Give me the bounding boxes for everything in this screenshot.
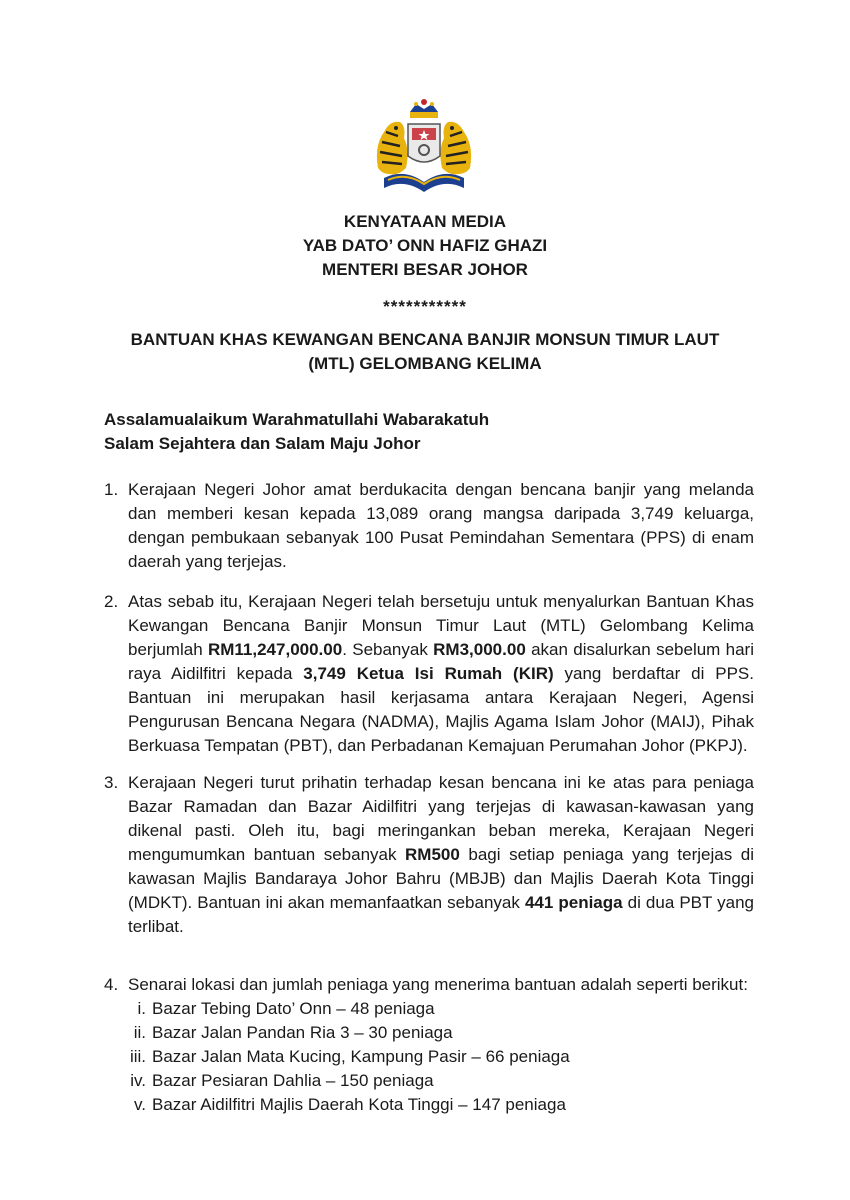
list-item-text: Bazar Jalan Pandan Ria 3 – 30 peniaga <box>152 1023 453 1042</box>
statement-header <box>0 210 850 282</box>
paragraph-text <box>128 771 754 939</box>
list-item <box>129 1045 754 1069</box>
list-item <box>130 1069 754 1093</box>
statement-title <box>0 328 850 376</box>
list-item-text: Bazar Jalan Mata Kucing, Kampung Pasir – 66 peniaga <box>152 1047 570 1066</box>
paragraph-text <box>128 590 754 758</box>
johor-state-crest-icon <box>370 98 478 194</box>
greeting <box>104 408 489 456</box>
bold-recipients: 3,749 Ketua Isi Rumah (KIR) <box>303 664 554 683</box>
list-item <box>133 1021 754 1045</box>
bazaar-list <box>104 997 754 1117</box>
paragraph-text: Kerajaan Negeri Johor amat berdukacita dengan bencana banjir yang melanda dan memberi kesan kepada 13,089 orang mangsa daripada 3,749 keluarga, dengan pembukaan sebanyak 100 Pusat Pemindahan Sementara (PPS) di enam daerah yang terjejas. <box>128 480 754 571</box>
bold-amount: RM500 <box>405 845 460 864</box>
text-run: Kerajaan Negeri turut prihatin terhadap kesan bencana ini ke atas para peniaga Bazar Ramadan dan Bazar Aidilfitri yang terjejas di kawasan-kawasan yang dikenal pasti. Oleh itu, bagi meringankan beban mereka, Kerajaan Negeri mengumumkan bantuan sebanyak <box>128 773 754 864</box>
list-item <box>134 1093 754 1117</box>
bold-amount: RM11,247,000.00 <box>207 640 343 659</box>
bold-amount: RM3,000.00 <box>433 640 526 659</box>
list-item-text: Bazar Tebing Dato’ Onn – 48 peniaga <box>152 999 435 1018</box>
list-item-text: Bazar Aidilfitri Majlis Daerah Kota Tinggi – 147 peniaga <box>152 1095 566 1114</box>
list-intro: Senarai lokasi dan jumlah peniaga yang menerima bantuan adalah seperti berikut: <box>128 975 748 994</box>
list-item <box>137 997 754 1021</box>
text-run: . Sebanyak <box>342 640 434 659</box>
list-item-text: Bazar Pesiaran Dahlia – 150 peniaga <box>152 1071 434 1090</box>
list-item-number: ii. <box>133 1023 146 1042</box>
list-item-number: v. <box>134 1095 146 1114</box>
bold-count: 441 peniaga <box>524 893 623 912</box>
paragraph-1 <box>104 478 754 574</box>
header-line-3: MENTERI BESAR JOHOR <box>322 260 528 279</box>
paragraph-2 <box>104 590 754 758</box>
text-run: yang berdaftar di PPS. Bantuan ini merupakan hasil kerjasama antara Kerajaan Negeri, Agensi Pengurusan Bencana Negara (NADMA), Majlis Agama Islam Johor (MAIJ), Pihak Berkuasa Tempatan (PBT), dan Perbadanan Kemajuan Perumahan Johor (PKPJ). <box>128 664 754 755</box>
list-item-number: iv. <box>130 1071 146 1090</box>
separator-stars: *********** <box>383 297 467 316</box>
title-line-2: (MTL) GELOMBANG KELIMA <box>308 354 542 373</box>
greeting-line-2: Salam Sejahtera dan Salam Maju Johor <box>104 434 421 453</box>
paragraph-number: 2. <box>104 592 119 611</box>
text-run: akan disalurkan sebelum hari raya Aidilfitri kepada <box>128 640 754 683</box>
paragraph-number: 3. <box>104 773 119 792</box>
paragraph-4 <box>104 973 754 1117</box>
paragraph-number: 4. <box>104 975 119 994</box>
text-run: bagi setiap peniaga yang terjejas di kawasan Majlis Bandaraya Johor Bahru (MBJB) dan Majlis Daerah Kota Tinggi (MDKT). Bantuan ini akan memanfaatkan sebanyak <box>128 845 755 912</box>
greeting-line-1: Assalamualaikum Warahmatullahi Wabarakatuh <box>104 410 490 429</box>
text-run: Atas sebab itu, Kerajaan Negeri telah bersetuju untuk menyalurkan Bantuan Khas Kewangan Bencana Banjir Monsun Timur Laut (MTL) Gelombang Kelima berjumlah <box>128 592 754 659</box>
paragraph-3 <box>104 771 754 939</box>
paragraph-number: 1. <box>104 480 119 499</box>
list-item-number: i. <box>137 999 146 1018</box>
header-line-2: YAB DATO’ ONN HAFIZ GHAZI <box>302 236 548 255</box>
text-run: di dua PBT yang terlibat. <box>128 893 755 936</box>
title-line-1: BANTUAN KHAS KEWANGAN BENCANA BANJIR MONSUN TIMUR LAUT <box>130 330 720 349</box>
list-item-number: iii. <box>129 1047 146 1066</box>
header-line-1: KENYATAAN MEDIA <box>343 212 507 231</box>
